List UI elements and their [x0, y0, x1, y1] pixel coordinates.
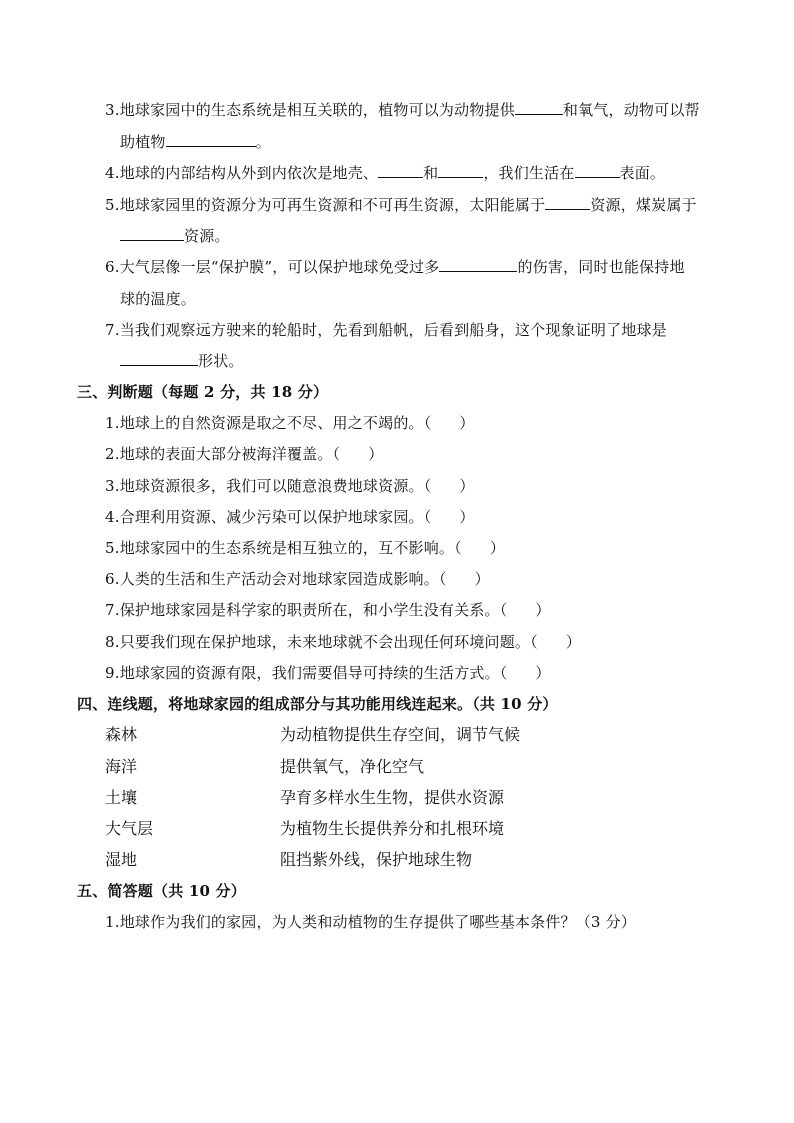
fill-question-text: 。 [255, 133, 271, 151]
answer-blank[interactable] [439, 257, 517, 272]
match-left-item-2[interactable]: 海洋 [105, 757, 138, 776]
section-4-title: 四、连线题，将地球家园的组成部分与其功能用线连起来。（共 10 分） [77, 695, 558, 713]
judgement-text: 9.地球家园的资源有限，我们需要倡导可持续的生活方式。（ [105, 664, 508, 682]
fill-question-text: 6.大气层像一层“保护膜”，可以保护地球免受过多 [105, 258, 440, 276]
close-paren: ） [489, 539, 506, 557]
answer-blank[interactable] [120, 226, 184, 241]
match-right-item-3[interactable]: 孕育多样水生生物，提供水资源 [280, 788, 505, 807]
answer-blank[interactable] [545, 195, 590, 210]
fill-question-text: 3.地球家园中的生态系统是相互关联的，植物可以为动物提供 [105, 101, 515, 119]
fill-question-text: 助植物 [120, 133, 166, 151]
fill-question-text: 表面。 [619, 164, 666, 182]
fill-question-3-line-1 [105, 100, 700, 120]
close-paren: ） [459, 508, 475, 526]
fill-question-text: 4.地球的内部结构从外到内依次是地壳、 [105, 164, 379, 182]
judgement-item-1 [105, 413, 475, 433]
fill-question-text: 的伤害，同时也能保持地 [517, 258, 685, 276]
judgement-text: 5.地球家园中的生态系统是相互独立的，互不影响。（ [105, 539, 462, 557]
judgement-text: 3.地球资源很多，我们可以随意浪费地球资源。（ [105, 477, 432, 495]
judgement-item-8 [105, 632, 581, 652]
judgement-item-7 [105, 600, 551, 620]
judgement-item-9 [105, 663, 551, 683]
section-5-title: 五、简答题（共 10 分） [77, 882, 246, 900]
judgement-item-2 [105, 444, 383, 464]
judgement-text: 2.地球的表面大部分被海洋覆盖。（ [105, 445, 341, 463]
fill-question-text: 5.地球家园里的资源分为可再生资源和不可再生资源，太阳能属于 [105, 196, 546, 214]
section-3-title: 三、判断题（每题 2 分，共 18 分） [77, 383, 329, 401]
fill-question-5-line-1 [105, 195, 697, 215]
match-right-item-5[interactable]: 阻挡紫外线，保护地球生物 [280, 850, 473, 869]
judgement-text: 8.只要我们现在保护地球，未来地球就不会出现任何环境问题。（ [105, 633, 538, 651]
match-left-item-3[interactable]: 土壤 [105, 788, 138, 807]
fill-question-text: 形状。 [198, 352, 244, 370]
close-paren: ） [535, 601, 551, 619]
match-right-item-2[interactable]: 提供氧气，净化空气 [280, 757, 425, 776]
fill-question-6-line-1 [105, 257, 685, 277]
fill-question-text: 和 [423, 164, 439, 182]
answer-blank[interactable] [575, 163, 620, 178]
match-right-item-4[interactable]: 为植物生长提供养分和扎根环境 [280, 819, 505, 838]
judgement-item-5 [105, 538, 505, 558]
fill-question-7-line-2 [120, 351, 244, 371]
fill-question-3-line-2 [120, 132, 271, 152]
fill-question-4 [105, 163, 665, 183]
answer-blank[interactable] [378, 163, 423, 178]
judgement-item-3 [105, 476, 475, 496]
judgement-text: 7.保护地球家园是科学家的职责所在，和小学生没有关系。（ [105, 601, 508, 619]
answer-blank[interactable] [166, 132, 256, 147]
close-paren: ） [459, 477, 475, 495]
fill-question-text: ，我们生活在 [483, 164, 575, 182]
match-left-item-4[interactable]: 大气层 [105, 819, 154, 838]
match-right-item-1[interactable]: 为动植物提供生存空间，调节气候 [280, 725, 521, 744]
short-answer-question-1: 1.地球作为我们的家园，为人类和动植物的生存提供了哪些基本条件？（3 分） [105, 913, 637, 931]
close-paren: ） [535, 664, 551, 682]
judgement-item-4 [105, 507, 475, 527]
answer-blank[interactable] [515, 100, 563, 115]
match-left-item-5[interactable]: 湿地 [105, 850, 138, 869]
fill-question-text: 资源。 [184, 227, 230, 245]
answer-blank[interactable] [120, 351, 198, 366]
judgement-text: 1.地球上的自然资源是取之不尽、用之不竭的。（ [105, 414, 432, 432]
close-paren: ） [368, 445, 384, 463]
close-paren: ） [474, 570, 490, 588]
close-paren: ） [565, 633, 582, 651]
answer-blank[interactable] [438, 163, 483, 178]
match-left-item-1[interactable]: 森林 [105, 725, 138, 744]
judgement-text: 4.合理利用资源、减少污染可以保护地球家园。（ [105, 508, 432, 526]
fill-question-text: 和氧气，动物可以帮 [562, 101, 700, 119]
close-paren: ） [459, 414, 475, 432]
judgement-text: 6.人类的生活和生产活动会对地球家园造成影响。（ [105, 570, 447, 588]
fill-question-text: 资源，煤炭属于 [590, 196, 697, 214]
fill-question-6-line-2: 球的温度。 [120, 290, 197, 308]
fill-question-5-line-2 [120, 226, 230, 246]
fill-question-7-line-1: 7.当我们观察远方驶来的轮船时，先看到船帆，后看到船身，这个现象证明了地球是 [105, 321, 667, 339]
judgement-item-6 [105, 569, 490, 589]
